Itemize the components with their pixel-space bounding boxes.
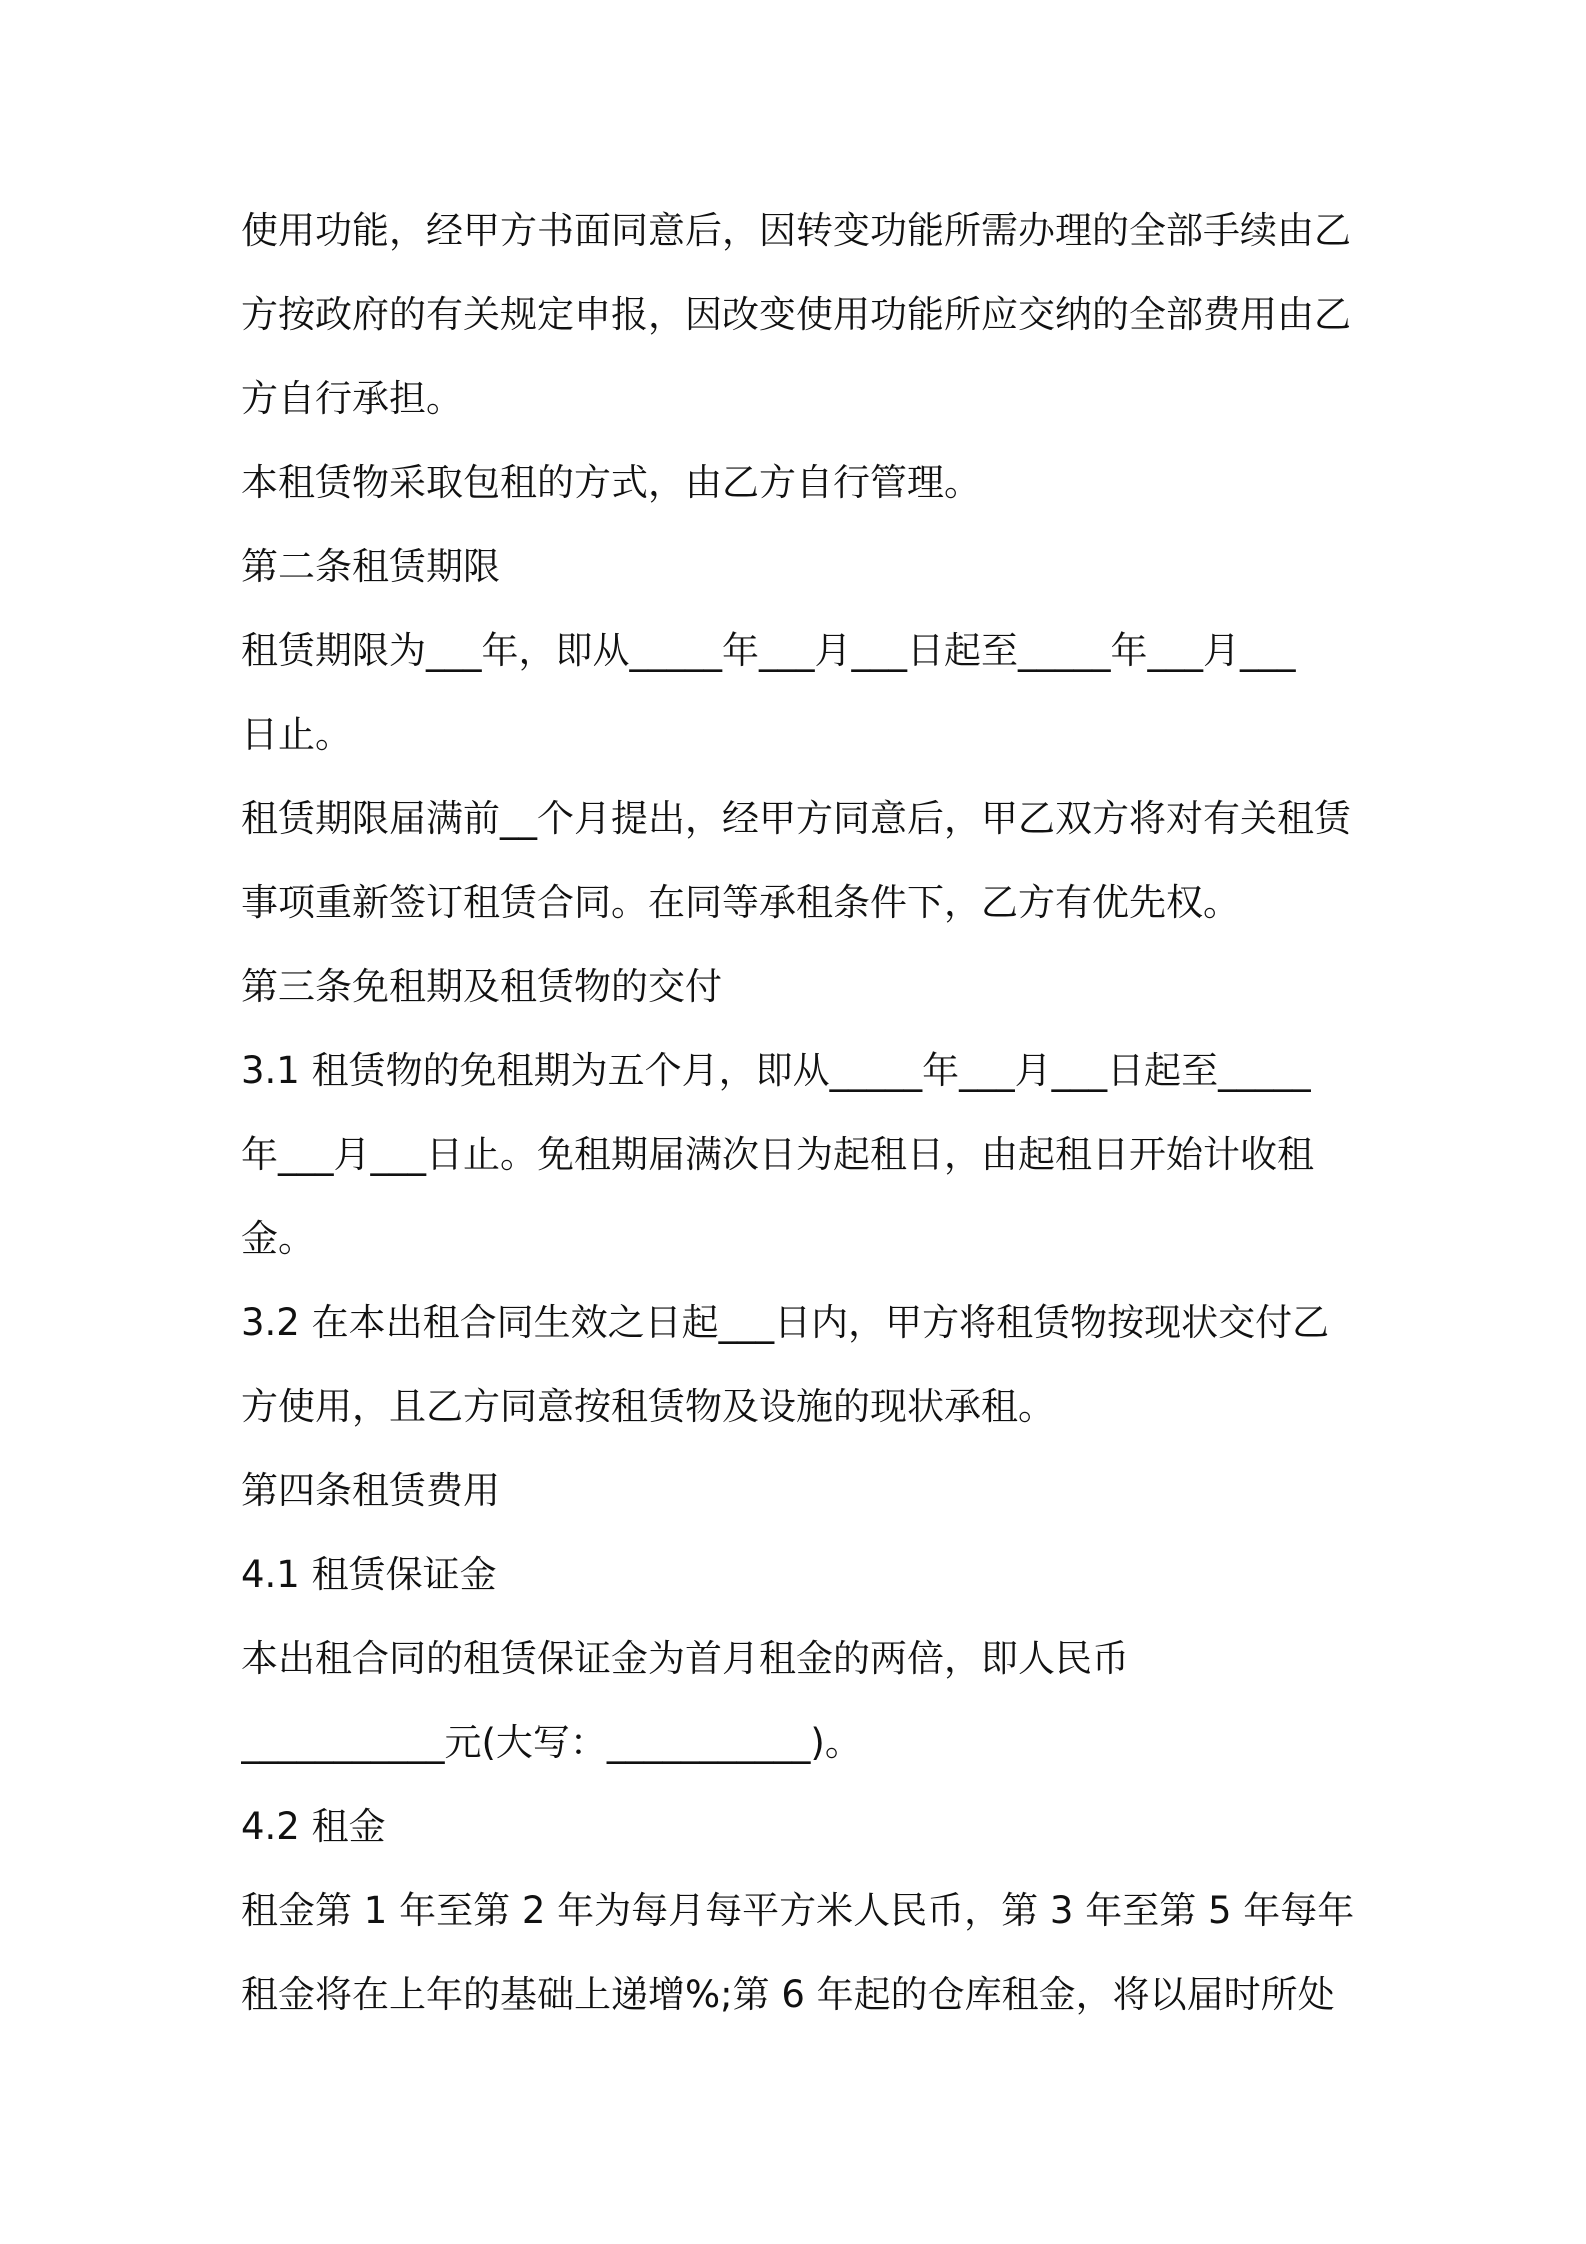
text-line: 3.2 在本出租合同生效之日起___日内，甲方将租赁物按现状交付乙 [241, 1301, 1330, 1344]
text-line: 日止。 [241, 713, 352, 756]
text-line: 使用功能，经甲方书面同意后，因转变功能所需办理的全部手续由乙 [241, 209, 1351, 252]
text-line: 租金第 1 年至第 2 年为每月每平方米人民币，第 3 年至第 5 年每年 [241, 1889, 1355, 1932]
text-line: 方自行承担。 [241, 377, 463, 420]
subsection-heading: 4.2 租金 [241, 1805, 386, 1848]
text-line: 年___月___日止。免租期届满次日为起租日，由起租日开始计收租 [241, 1133, 1314, 1176]
text-line: 本出租合同的租赁保证金为首月租金的两倍，即人民币 [241, 1637, 1129, 1680]
text-line: 方使用，且乙方同意按租赁物及设施的现状承租。 [241, 1385, 1055, 1428]
text-line: 租赁期限届满前__个月提出，经甲方同意后，甲乙双方将对有关租赁 [241, 797, 1351, 840]
text-line: 事项重新签订租赁合同。在同等承租条件下，乙方有优先权。 [241, 881, 1240, 924]
text-line: 3.1 租赁物的免租期为五个月，即从_____年___月___日起至_____ [241, 1049, 1311, 1092]
section-heading: 第三条免租期及租赁物的交付 [241, 965, 722, 1008]
text-line: 租金将在上年的基础上递增%;第 6 年起的仓库租金，将以届时所处 [241, 1973, 1335, 2016]
text-line: 方按政府的有关规定申报，因改变使用功能所应交纳的全部费用由乙 [241, 293, 1351, 336]
section-heading: 第二条租赁期限 [241, 545, 500, 588]
subsection-heading: 4.1 租赁保证金 [241, 1553, 497, 1596]
section-heading: 第四条租赁费用 [241, 1469, 500, 1512]
text-line: 本租赁物采取包租的方式，由乙方自行管理。 [241, 461, 981, 504]
text-line: 租赁期限为___年，即从_____年___月___日起至_____年___月___ [241, 629, 1296, 672]
text-line: 金。 [241, 1217, 315, 1260]
text-line: ___________元(大写：___________)。 [241, 1721, 862, 1764]
